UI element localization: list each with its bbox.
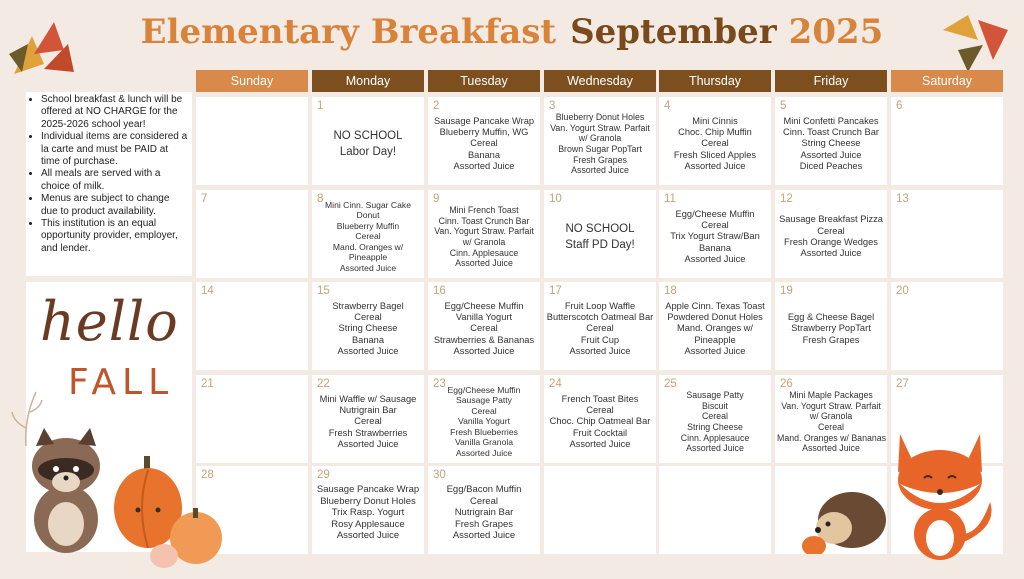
day-number: 10: [549, 193, 562, 205]
calendar-day-cell: [428, 190, 540, 278]
menu-item: Blueberry Muffin: [336, 220, 400, 231]
calendar-day-cell: [428, 97, 540, 185]
day-header-thursday: Thursday: [659, 70, 771, 92]
day-number: 3: [549, 100, 556, 112]
hedgehog-illustration: [800, 480, 890, 554]
menu-item: Assorted Juice: [337, 345, 399, 356]
menu-item: Mini Waffle w/ Sausage: [319, 393, 417, 404]
menu-item: Assorted Juice: [800, 149, 862, 160]
menu-item: Apple Cinn. Texas Toast: [665, 300, 765, 311]
menu-item: Assorted Juice: [802, 443, 860, 454]
menu-item: Blueberry Donut Holes: [555, 111, 645, 122]
menu-item: Mini Maple Packages: [789, 389, 873, 400]
menu-item: Fresh Sliced Apples: [673, 149, 757, 160]
menu-item: Sausage Pancake Wrap: [316, 484, 420, 496]
menu-item: Fruit Loop Waffle: [564, 300, 636, 311]
menu-item: Sausage Pancake Wrap: [433, 115, 535, 126]
calendar-day-cell: [428, 375, 540, 463]
menu-item: Choc. Chip Oatmeal Bar: [549, 416, 651, 427]
page-title: [0, 12, 1024, 52]
hello-text: hello: [40, 290, 179, 353]
menu-item: Choc. Chip Muffin: [678, 126, 752, 137]
menu-item: Powdered Donut Holes: [667, 311, 763, 322]
day-header-wednesday: Wednesday: [544, 70, 656, 92]
day-number: 6: [896, 100, 903, 112]
note-item: • All meals are served with a choice of milk.: [41, 168, 188, 193]
calendar-day-cell: [312, 97, 424, 185]
menu-item: Assorted Juice: [455, 258, 513, 269]
calendar-day-cell: [428, 282, 540, 370]
calendar-day-cell: [312, 190, 424, 278]
day-number: 17: [549, 285, 562, 297]
day-number: 20: [896, 285, 909, 297]
calendar-day-cell: [312, 282, 424, 370]
day-number: 16: [433, 285, 446, 297]
menu-item: Fresh Blueberries: [450, 426, 518, 437]
day-number: 8: [317, 193, 324, 205]
calendar-day-cell: [775, 282, 887, 370]
menu-item: Cereal: [701, 219, 729, 230]
menu-item: Cereal: [470, 495, 498, 507]
day-number: 4: [664, 100, 671, 112]
menu-item: Vanilla Granola: [454, 437, 514, 448]
menu-item: Strawberries & Bananas: [433, 334, 535, 345]
menu-item: Mand. Oranges w/ Bananas: [777, 432, 887, 443]
menu-item: Assorted Juice: [336, 530, 400, 542]
day-number: 12: [780, 193, 793, 205]
menu-item: w/ Granola: [462, 236, 506, 247]
note-item: • School breakfast & lunch will be offered at NO CHARGE for the 2025-2026 school year!: [41, 94, 188, 131]
day-number: 27: [896, 378, 909, 390]
menu-item: Banana: [351, 334, 385, 345]
day-number: 15: [317, 285, 330, 297]
menu-item: Fruit Cocktail: [572, 427, 628, 438]
menu-notes: [26, 92, 192, 276]
calendar-day-cell: [544, 97, 656, 185]
menu-item: Cereal: [817, 225, 845, 236]
menu-item: Assorted Juice: [339, 262, 397, 273]
menu-item: Cereal: [702, 411, 728, 422]
day-number: 19: [780, 285, 793, 297]
menu-item: Blueberry Muffin, WG: [439, 126, 529, 137]
menu-item: Fruit Cup: [580, 334, 620, 345]
menu-item: Fresh Grapes: [573, 154, 627, 165]
menu-item: French Toast Bites: [561, 393, 639, 404]
calendar-day-cell: [196, 282, 308, 370]
menu-item: Cereal: [818, 421, 844, 432]
menu-item: Van. Yogurt Straw. Parfait: [781, 400, 881, 411]
menu-item: Strawberry Bagel: [332, 300, 404, 311]
menu-item: Assorted Juice: [800, 248, 862, 259]
menu-item: Cereal: [586, 323, 614, 334]
calendar-day-cell: [428, 466, 540, 554]
menu-item: Assorted Juice: [684, 253, 746, 264]
menu-item: Cereal: [586, 404, 614, 415]
day-number: 24: [549, 378, 562, 390]
day-number: 14: [201, 285, 214, 297]
menu-item: Assorted Juice: [684, 160, 746, 171]
calendar-day-cell: [196, 97, 308, 185]
menu-item: Rosy Applesauce: [331, 518, 405, 530]
day-header-tuesday: Tuesday: [428, 70, 540, 92]
menu-item: Egg/Cheese Muffin: [447, 385, 521, 395]
day-number: 22: [317, 378, 330, 390]
menu-item: Donut: [356, 210, 380, 221]
day-header-saturday: Saturday: [891, 70, 1003, 92]
menu-item: Pineapple: [348, 252, 388, 263]
calendar-day-cell: [544, 466, 656, 554]
menu-item: Trix Rasp. Yogurt: [331, 507, 405, 519]
day-number: 28: [201, 469, 214, 481]
menu-item: Assorted Juice: [569, 438, 631, 449]
calendar-day-cell: [891, 190, 1003, 278]
calendar-day-cell: [659, 190, 771, 278]
calendar-day-cell: [196, 375, 308, 463]
day-header-friday: Friday: [775, 70, 887, 92]
day-number: 26: [780, 378, 793, 390]
day-number: 9: [433, 193, 440, 205]
day-header-sunday: Sunday: [196, 70, 308, 92]
autumn-leaves-icon: [4, 14, 82, 84]
menu-item: Vanilla Yogurt: [458, 416, 510, 427]
title-year: 2025: [788, 12, 884, 52]
menu-item: Fresh Strawberries: [328, 427, 408, 438]
menu-item: Banana: [467, 149, 501, 160]
menu-item: Egg & Cheese Bagel: [787, 311, 875, 322]
menu-item: Van. Yogurt Straw. Parfait: [434, 226, 534, 237]
menu-item: Assorted Juice: [569, 345, 631, 356]
day-number: 25: [664, 378, 677, 390]
menu-item: String Cheese: [801, 138, 861, 149]
menu-item: Nutrigrain Bar: [339, 404, 397, 415]
menu-item: Cereal: [701, 138, 729, 149]
menu-item: Assorted Juice: [452, 530, 516, 542]
menu-item: Egg/Cheese Muffin: [675, 208, 755, 219]
note-item: • This institution is an equal opportunity provider, employer, and lender.: [41, 218, 188, 255]
day-number: 13: [896, 193, 909, 205]
menu-item: w/ Granola: [809, 411, 853, 422]
calendar-day-cell: [544, 375, 656, 463]
notice-text: NO SCHOOL: [333, 130, 403, 143]
calendar-day-cell: [659, 97, 771, 185]
menu-item: Mand. Oranges w/: [677, 323, 753, 334]
fall-text: FALL: [68, 362, 175, 403]
menu-item: Pineapple: [694, 334, 736, 345]
menu-item: Fresh Grapes: [802, 334, 860, 345]
calendar-day-cell: [196, 190, 308, 278]
notice-text: Labor Day!: [339, 145, 397, 158]
menu-item: Cereal: [354, 416, 382, 427]
menu-item: Mini Cinnis: [692, 115, 738, 126]
day-number: 23: [433, 378, 446, 390]
menu-item: Assorted Juice: [455, 447, 513, 458]
menu-item: Cereal: [470, 138, 498, 149]
menu-item: Van. Yogurt Straw. Parfait: [550, 122, 650, 133]
day-number: 21: [201, 378, 214, 390]
menu-item: Cereal: [471, 405, 497, 416]
day-number: 30: [433, 469, 446, 481]
calendar-day-cell: [775, 190, 887, 278]
note-item: • Individual items are considered a la carte and must be PAID at time of purchase.: [41, 131, 188, 168]
calendar-day-cell: [312, 466, 424, 554]
day-number: 18: [664, 285, 677, 297]
menu-item: Assorted Juice: [684, 345, 746, 356]
menu-item: Mini Confetti Pancakes: [783, 115, 879, 126]
calendar-day-cell: [775, 375, 887, 463]
menu-item: Nutrigrain Bar: [454, 507, 514, 519]
calendar-day-cell: [544, 190, 656, 278]
menu-item: String Cheese: [338, 323, 398, 334]
day-header-monday: Monday: [312, 70, 424, 92]
fox-illustration: [880, 422, 1000, 562]
menu-item: Cereal: [355, 231, 381, 242]
menu-item: Strawberry PopTart: [791, 323, 871, 334]
menu-item: Brown Sugar PopTart: [558, 143, 642, 154]
calendar-day-cell: [891, 282, 1003, 370]
calendar-day-cell: [775, 97, 887, 185]
menu-item: Cinn. Toast Crunch Bar: [783, 126, 879, 137]
menu-item: Cinn. Applesauce: [449, 247, 519, 258]
day-number: 1: [317, 100, 324, 112]
day-number: 2: [433, 100, 440, 112]
menu-item: Cinn. Applesauce: [680, 432, 750, 443]
day-number: 11: [664, 193, 676, 205]
note-item: • Menus are subject to change due to product availability.: [41, 193, 188, 218]
menu-item: String Cheese: [687, 421, 743, 432]
calendar-day-cell: [659, 282, 771, 370]
menu-item: Trix Yogurt Straw/Ban: [670, 231, 760, 242]
menu-item: Banana: [698, 242, 732, 253]
menu-item: Assorted Juice: [686, 443, 744, 454]
menu-item: Sausage Patty: [456, 395, 512, 406]
day-number: 5: [780, 100, 787, 112]
notice-text: NO SCHOOL: [565, 223, 635, 236]
calendar-day-cell: [312, 375, 424, 463]
menu-item: Mand. Oranges w/: [332, 241, 404, 252]
menu-item: w/ Granola: [578, 133, 622, 144]
menu-item: Assorted Juice: [453, 345, 515, 356]
calendar-day-cell: [659, 375, 771, 463]
menu-item: Assorted Juice: [337, 438, 399, 449]
title-month: September: [570, 12, 777, 52]
menu-item: Fresh Grapes: [454, 518, 514, 530]
menu-item: Mini French Toast: [449, 204, 519, 215]
menu-item: Fresh Orange Wedges: [784, 236, 878, 247]
calendar-day-cell: [544, 282, 656, 370]
leaf-sprig-icon: [6, 388, 46, 448]
menu-item: Mini Cinn. Sugar Cake: [325, 200, 411, 210]
calendar-day-cell: [659, 466, 771, 554]
menu-item: Vanilla Yogurt: [455, 311, 513, 322]
menu-item: Assorted Juice: [453, 160, 515, 171]
menu-item: Assorted Juice: [571, 165, 629, 176]
menu-item: Cereal: [354, 311, 382, 322]
notice-text: Staff PD Day!: [565, 238, 635, 251]
calendar-day-cell: [891, 97, 1003, 185]
menu-item: Egg/Bacon Muffin: [446, 484, 522, 496]
menu-item: Diced Peaches: [799, 160, 863, 171]
menu-item: Cinn. Toast Crunch Bar: [438, 215, 530, 226]
menu-item: Sausage Breakfast Pizza: [779, 214, 883, 225]
day-number: 29: [317, 469, 330, 481]
day-number: 7: [201, 193, 208, 205]
menu-item: Biscuit: [702, 400, 728, 411]
menu-item: Sausage Patty: [686, 389, 744, 400]
title-school: Elementary Breakfast: [140, 12, 557, 52]
menu-item: Butterscotch Oatmeal Bar: [546, 311, 654, 322]
menu-item: Cereal: [470, 323, 498, 334]
menu-item: Egg/Cheese Muffin: [444, 300, 524, 311]
menu-item: Blueberry Donut Holes: [320, 495, 416, 507]
pumpkins-illustration: [108, 452, 226, 570]
